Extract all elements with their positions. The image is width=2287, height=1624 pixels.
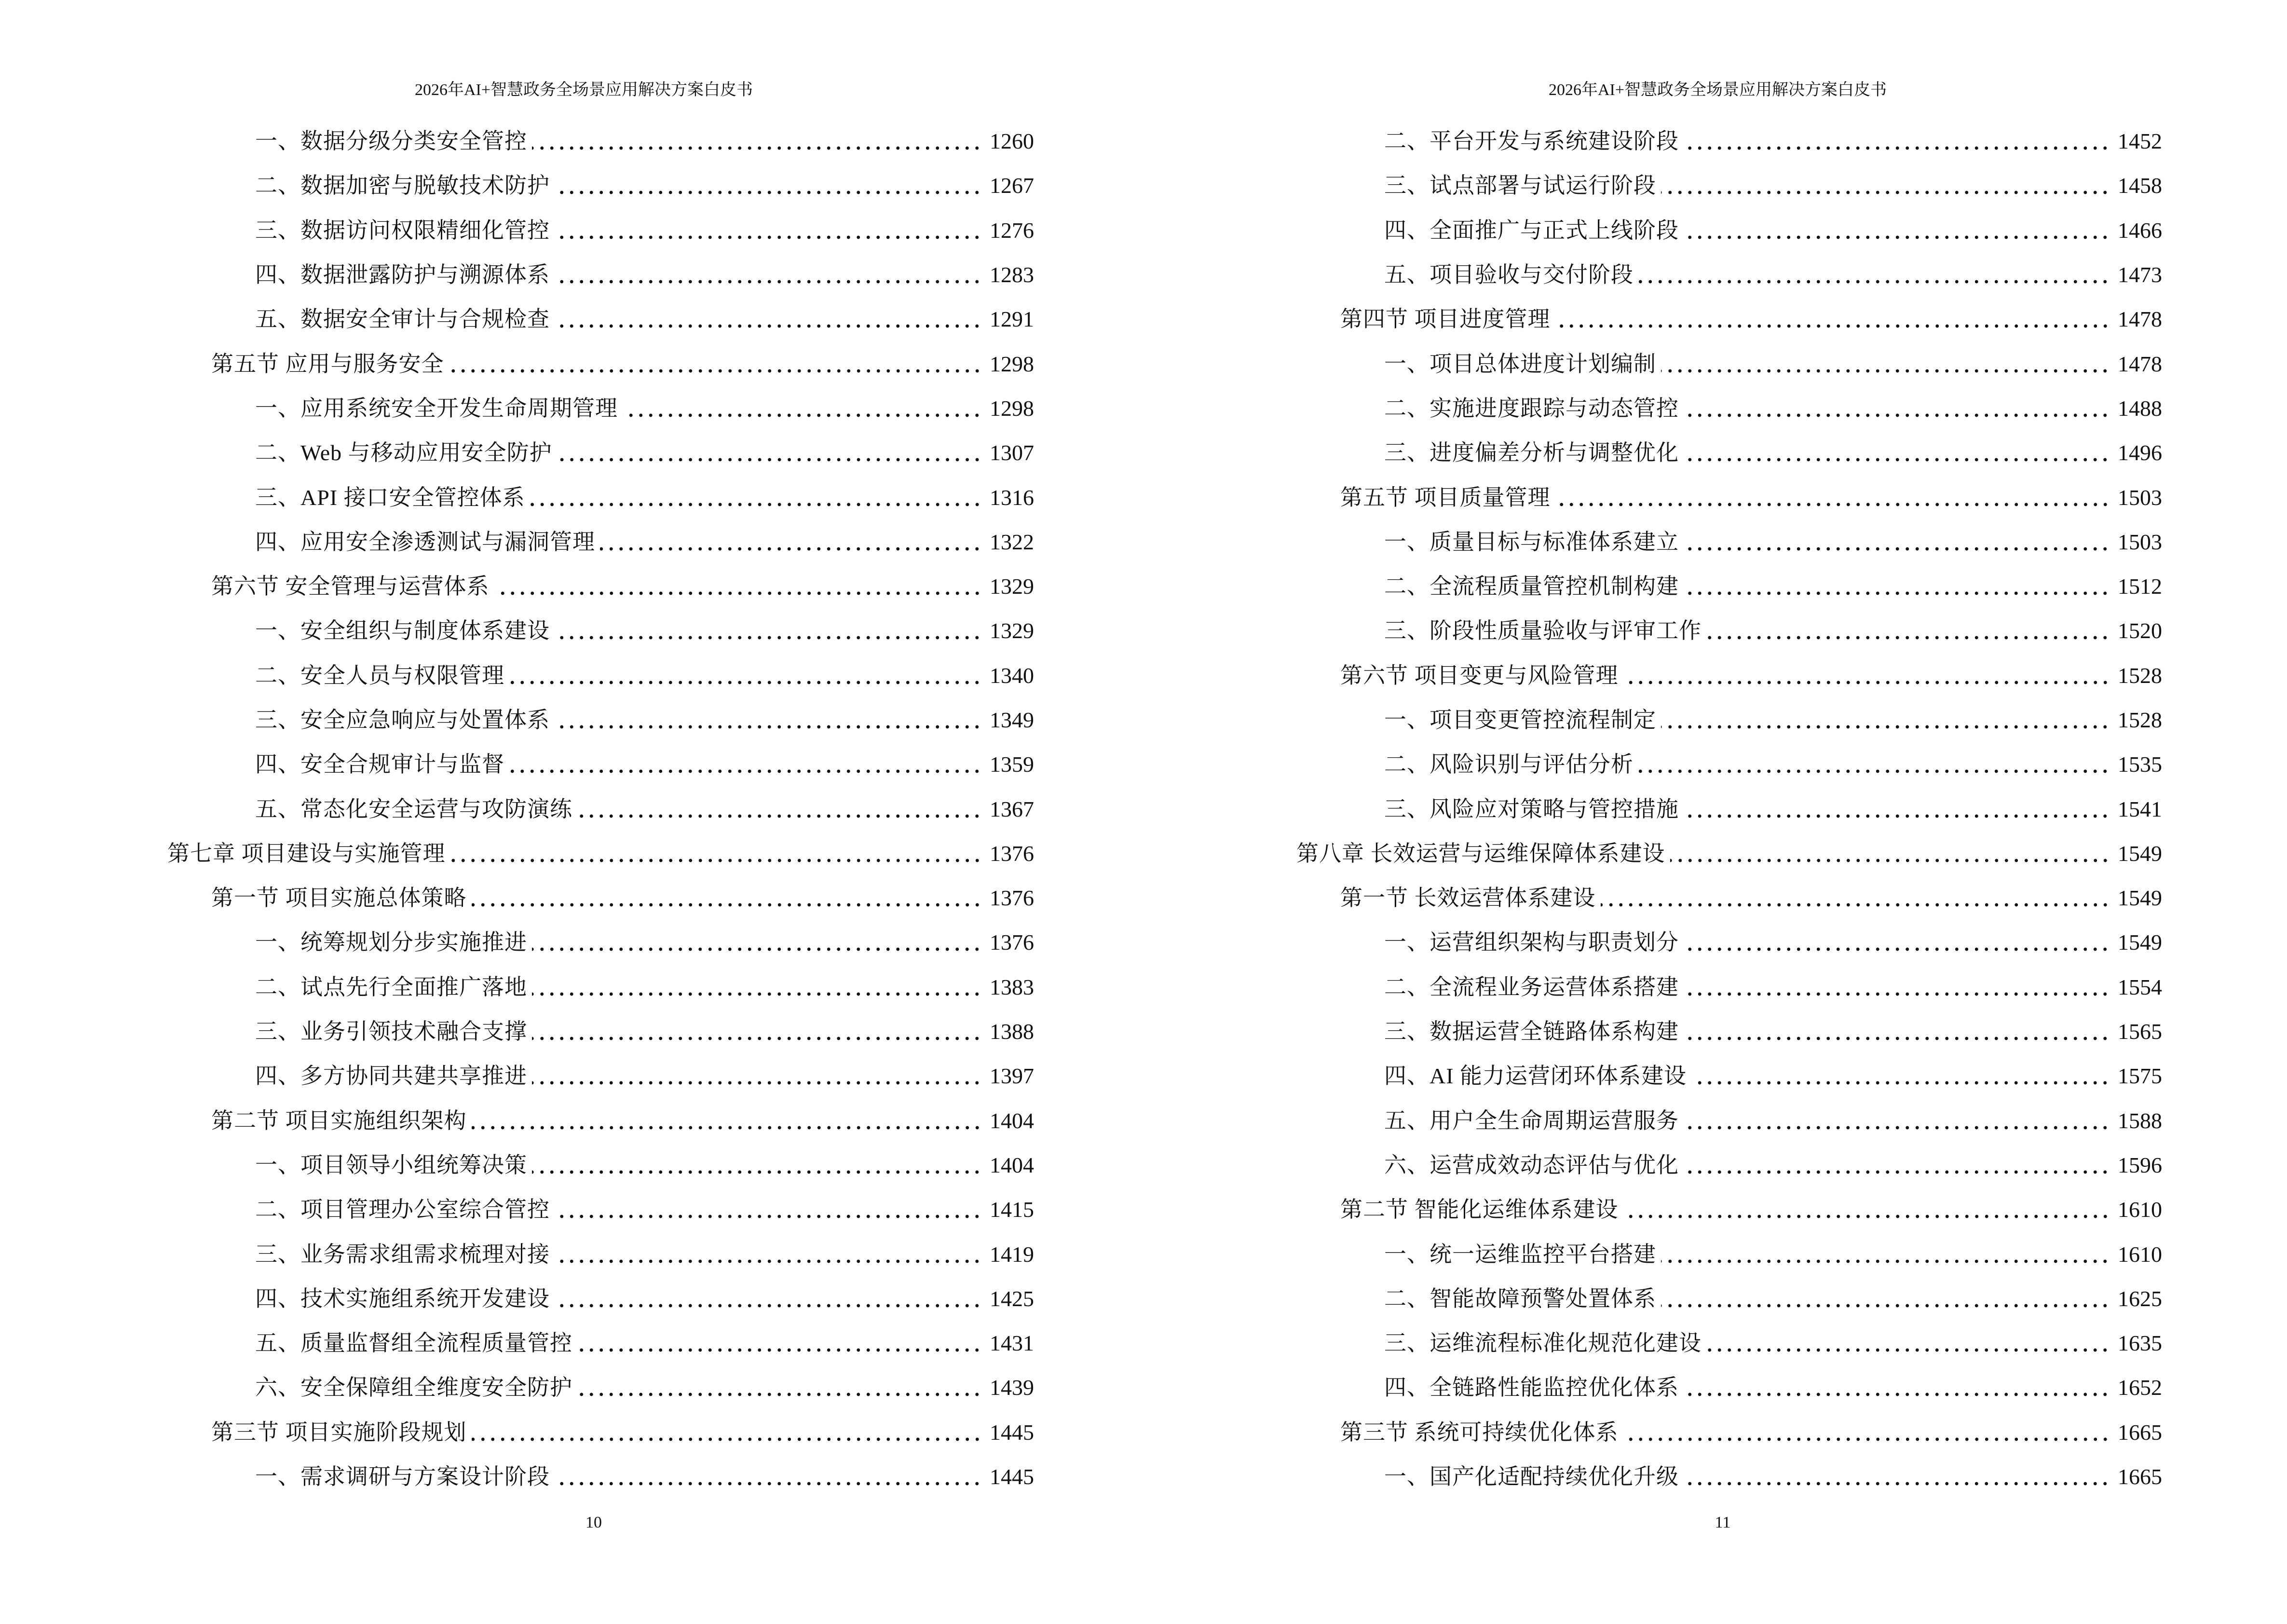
toc-entry-page-number: 1610 [2118,1197,2162,1222]
toc-entry-page-number: 1383 [990,974,1034,999]
dot-leader [1684,992,2110,996]
toc-entry-section[interactable] [167,1410,1034,1455]
toc-entry-page-number: 1404 [990,1152,1034,1177]
toc-entry-page-number: 1458 [2118,173,2162,198]
toc-entry-page-number: 1625 [2118,1286,2162,1311]
toc-entry-subsection[interactable] [167,1054,1034,1098]
toc-entry-title: 三、API 接口安全管控体系 [255,485,525,510]
dot-leader [555,190,982,195]
toc-entry-page-number: 1541 [2118,796,2162,821]
toc-entry-title: 一、项目变更管控流程制定 [1384,708,1656,732]
toc-entry-title: 四、AI 能力运营闭环体系建设 [1384,1064,1687,1089]
toc-entry-page-number: 1404 [990,1108,1034,1133]
dot-leader [1661,190,2110,195]
toc-entry-title: 二、全流程业务运营体系搭建 [1384,974,1679,999]
dot-leader [1623,1214,2110,1219]
toc-entry-page-number: 1397 [990,1064,1034,1089]
toc-entry-title: 第七章 项目建设与实施管理 [167,841,446,866]
toc-entry-page-number: 1665 [2118,1419,2162,1445]
toc-entry-page-number: 1652 [2118,1375,2162,1400]
toc-entry-subsection[interactable] [1296,431,2162,475]
dot-leader [530,502,982,507]
toc-entry-title: 一、统一运维监控平台搭建 [1384,1242,1656,1267]
toc-entry-subsection[interactable] [167,787,1034,831]
toc-entry-subsection[interactable] [1296,119,2162,164]
toc-entry-subsection[interactable] [1296,564,2162,609]
toc-entry-subsection[interactable] [1296,920,2162,965]
toc-entry-page-number: 1549 [2118,841,2162,866]
toc-entry-subsection[interactable] [1296,1054,2162,1098]
dot-leader [532,992,982,996]
dot-leader [1638,279,2110,284]
toc-entry-page-number: 1466 [2118,218,2162,243]
toc-entry-title: 五、项目验收与交付阶段 [1384,262,1634,287]
toc-entry-title: 第六节 安全管理与运营体系 [211,574,490,599]
toc-entry-page-number: 1512 [2118,574,2162,599]
toc-entry-title: 五、常态化安全运营与攻防演练 [255,796,572,821]
toc-entry-title: 三、风险应对策略与管控措施 [1384,796,1679,821]
toc-entry-title: 六、安全保障组全维度安全防护 [255,1375,572,1400]
toc-entry-title: 第一节 长效运营体系建设 [1340,886,1596,911]
toc-entry-section[interactable] [1296,654,2162,698]
toc-entry-title: 二、安全人员与权限管理 [255,663,504,688]
toc-entry-subsection[interactable] [1296,742,2162,787]
dot-leader [577,1392,982,1397]
toc-entry-page-number: 1549 [2118,886,2162,911]
toc-entry-title: 三、进度偏差分析与调整优化 [1384,440,1679,465]
toc-entry-page-number: 1425 [990,1286,1034,1311]
toc-entry-subsection[interactable] [1296,253,2162,297]
dot-leader [555,1303,982,1308]
toc-entry-page-number: 1349 [990,708,1034,732]
toc-entry-section[interactable] [167,341,1034,386]
toc-entry-page-number: 1419 [990,1242,1034,1267]
toc-entry-page-number: 1376 [990,886,1034,911]
toc-entry-page-number: 1291 [990,307,1034,332]
toc-entry-section[interactable] [167,876,1034,920]
toc-entry-subsection[interactable] [1296,1455,2162,1499]
toc-entry-title: 三、业务需求组需求梳理对接 [255,1242,550,1267]
toc-entry-section[interactable] [1296,876,2162,920]
toc-entry-title: 二、实施进度跟踪与动态管控 [1384,396,1679,421]
toc-entry-title: 一、需求调研与方案设计阶段 [255,1464,550,1489]
dot-leader [1661,1303,2110,1308]
toc-entry-title: 第三节 系统可持续优化体系 [1340,1419,1619,1445]
toc-entry-subsection[interactable] [167,386,1034,431]
toc-entry-title: 第五节 项目质量管理 [1340,485,1551,510]
toc-entry-title: 四、全面推广与正式上线阶段 [1384,218,1679,243]
page-number: 11 [1715,1514,1731,1531]
toc-entry-title: 五、用户全生命周期运营服务 [1384,1108,1679,1133]
dot-leader [1706,635,2110,640]
toc-entry-title: 四、应用安全渗透测试与漏洞管理 [255,529,595,554]
toc-entry-subsection[interactable] [1296,1099,2162,1143]
toc-entry-page-number: 1340 [990,663,1034,688]
toc-entry-page-number: 1528 [2118,663,2162,688]
toc-entry-title: 二、项目管理办公室综合管控 [255,1197,550,1222]
toc-entry-page-number: 1554 [2118,974,2162,999]
dot-leader [1684,1036,2110,1041]
toc-entry-title: 一、国产化适配持续优化升级 [1384,1464,1679,1489]
toc-entry-page-number: 1503 [2118,485,2162,510]
toc-entry-subsection[interactable] [167,475,1034,519]
toc-entry-subsection[interactable] [1296,520,2162,564]
toc-entry-chapter[interactable] [1296,832,2162,876]
toc-entry-title: 三、安全应急响应与处置体系 [255,708,550,732]
dot-leader [1684,947,2110,952]
dot-leader [472,1125,982,1130]
dot-leader [532,1170,982,1174]
toc-entry-subsection[interactable] [1296,208,2162,253]
toc-entry-subsection[interactable] [1296,1321,2162,1365]
toc-entry-title: 三、业务引领技术融合支撑 [255,1019,527,1044]
dot-leader [1623,1437,2110,1442]
toc-entry-title: 四、多方协同共建共享推进 [255,1064,527,1089]
toc-entry-page-number: 1431 [990,1331,1034,1356]
toc-entry-title: 第三节 项目实施阶段规划 [211,1419,467,1445]
toc-entry-page-number: 1376 [990,841,1034,866]
toc-entry-title: 三、试点部署与试运行阶段 [1384,173,1656,198]
toc-entry-subsection[interactable] [1296,164,2162,208]
toc-entry-title: 六、运营成效动态评估与优化 [1384,1152,1679,1177]
running-header: 2026年AI+智慧政务全场景应用解决方案白皮书 [1549,81,1887,99]
toc-entry-page-number: 1322 [990,529,1034,554]
toc-entry-page-number: 1276 [990,218,1034,243]
toc-entry-title: 三、运维流程标准化规范化建设 [1384,1331,1702,1356]
toc-entry-page-number: 1528 [2118,708,2162,732]
table-of-contents [1296,119,2162,1499]
toc-entry-page-number: 1316 [990,485,1034,510]
toc-entry-subsection[interactable] [167,297,1034,341]
dot-leader [1555,502,2110,507]
toc-entry-page-number: 1496 [2118,440,2162,465]
dot-leader [532,947,982,952]
toc-entry-page-number: 1376 [990,930,1034,955]
dot-leader [1555,324,2110,328]
toc-entry-title: 二、试点先行全面推广落地 [255,974,527,999]
toc-entry-page-number: 1415 [990,1197,1034,1222]
toc-entry-title: 一、应用系统安全开发生命周期管理 [255,396,618,421]
toc-entry-page-number: 1267 [990,173,1034,198]
toc-entry-title: 二、Web 与移动应用安全防护 [255,440,552,465]
dot-leader [532,1080,982,1085]
toc-entry-page-number: 1478 [2118,307,2162,332]
toc-entry-page-number: 1452 [2118,129,2162,154]
toc-entry-title: 一、统筹规划分步实施推进 [255,930,527,955]
dot-leader [1684,591,2110,596]
toc-entry-title: 五、质量监督组全流程质量管控 [255,1331,572,1356]
toc-entry-title: 第八章 长效运营与运维保障体系建设 [1296,841,1665,866]
dot-leader [1670,858,2110,863]
toc-entry-title: 一、数据分级分类安全管控 [255,129,527,154]
dot-leader [555,1259,982,1264]
toc-entry-title: 二、智能故障预警处置体系 [1384,1286,1656,1311]
toc-entry-page-number: 1359 [990,752,1034,777]
toc-entry-subsection[interactable] [167,609,1034,653]
dot-leader [1684,413,2110,418]
toc-entry-subsection[interactable] [167,1010,1034,1054]
dot-leader [1661,724,2110,729]
toc-entry-subsection[interactable] [167,431,1034,475]
dot-leader [1684,1125,2110,1130]
toc-entry-section[interactable] [1296,475,2162,519]
toc-entry-subsection[interactable] [167,1455,1034,1499]
toc-entry-page-number: 1445 [990,1419,1034,1445]
dot-leader [557,457,982,462]
toc-entry-section[interactable] [167,564,1034,609]
toc-entry-subsection[interactable] [167,253,1034,297]
running-header: 2026年AI+智慧政务全场景应用解决方案白皮书 [415,81,753,99]
toc-entry-title: 一、项目领导小组统筹决策 [255,1152,527,1177]
dot-leader [1623,680,2110,685]
dot-leader [577,814,982,819]
toc-entry-page-number: 1520 [2118,618,2162,643]
dot-leader [532,1036,982,1041]
table-of-contents [167,119,1034,1499]
toc-entry-subsection[interactable] [167,119,1034,164]
toc-entry-title: 一、运营组织架构与职责划分 [1384,930,1679,955]
dot-leader [1684,1170,2110,1174]
toc-entry-subsection[interactable] [1296,1143,2162,1187]
toc-entry-subsection[interactable] [1296,386,2162,431]
toc-entry-subsection[interactable] [167,1143,1034,1187]
toc-entry-title: 四、技术实施组系统开发建设 [255,1286,550,1311]
toc-entry-page-number: 1575 [2118,1064,2162,1089]
toc-entry-page-number: 1635 [2118,1331,2162,1356]
toc-entry-subsection[interactable] [167,1232,1034,1276]
toc-entry-subsection[interactable] [167,1187,1034,1232]
toc-entry-subsection[interactable] [1296,965,2162,1010]
toc-entry-page-number: 1388 [990,1019,1034,1044]
dot-leader [1684,1481,2110,1486]
dot-leader [1684,1392,2110,1397]
toc-entry-page-number: 1503 [2118,529,2162,554]
toc-entry-title: 一、安全组织与制度体系建设 [255,618,550,643]
dot-leader [555,235,982,240]
toc-entry-section[interactable] [1296,297,2162,341]
toc-entry-title: 第二节 智能化运维体系建设 [1340,1197,1619,1222]
toc-entry-subsection[interactable] [1296,698,2162,742]
toc-entry-page-number: 1439 [990,1375,1034,1400]
dot-leader [472,902,982,907]
dot-leader [1706,1348,2110,1352]
dot-leader [1684,814,2110,819]
toc-entry-subsection[interactable] [167,654,1034,698]
toc-entry-page-number: 1478 [2118,351,2162,376]
toc-entry-page-number: 1549 [2118,930,2162,955]
toc-entry-subsection[interactable] [167,965,1034,1010]
toc-entry-title: 一、项目总体进度计划编制 [1384,351,1656,376]
dot-leader [1684,457,2110,462]
toc-entry-subsection[interactable] [167,208,1034,253]
toc-entry-section[interactable] [1296,1187,2162,1232]
dot-leader [555,1214,982,1219]
toc-entry-subsection[interactable] [1296,787,2162,831]
toc-entry-title: 三、阶段性质量验收与评审工作 [1384,618,1702,643]
document-page-right [1144,0,2287,1624]
dot-leader [1684,146,2110,150]
toc-entry-title: 第六节 项目变更与风险管理 [1340,663,1619,688]
toc-entry-title: 三、数据访问权限精细化管控 [255,218,550,243]
toc-entry-page-number: 1329 [990,574,1034,599]
dot-leader [555,635,982,640]
dot-leader [449,368,982,373]
dot-leader [577,1348,982,1352]
toc-entry-title: 五、数据安全审计与合规检查 [255,307,550,332]
dot-leader [472,1437,982,1442]
toc-entry-page-number: 1307 [990,440,1034,465]
toc-entry-title: 第四节 项目进度管理 [1340,307,1551,332]
toc-entry-title: 第五节 应用与服务安全 [211,351,444,376]
toc-entry-title: 三、数据运营全链路体系构建 [1384,1019,1679,1044]
toc-entry-page-number: 1260 [990,129,1034,154]
dot-leader [555,279,982,284]
toc-entry-page-number: 1445 [990,1464,1034,1489]
toc-entry-page-number: 1588 [2118,1108,2162,1133]
toc-entry-subsection[interactable] [1296,1277,2162,1321]
toc-entry-subsection[interactable] [167,164,1034,208]
toc-entry-page-number: 1535 [2118,752,2162,777]
toc-entry-subsection[interactable] [167,1365,1034,1410]
dot-leader [1638,769,2110,774]
toc-entry-subsection[interactable] [167,742,1034,787]
toc-entry-title: 二、数据加密与脱敏技术防护 [255,173,550,198]
toc-entry-subsection[interactable] [167,520,1034,564]
toc-entry-subsection[interactable] [167,1277,1034,1321]
toc-entry-page-number: 1610 [2118,1242,2162,1267]
toc-entry-page-number: 1565 [2118,1019,2162,1044]
toc-entry-title: 四、数据泄露防护与溯源体系 [255,262,550,287]
toc-entry-title: 二、平台开发与系统建设阶段 [1384,129,1679,154]
toc-entry-title: 四、安全合规审计与监督 [255,752,504,777]
toc-entry-section[interactable] [1296,1410,2162,1455]
toc-entry-title: 一、质量目标与标准体系建立 [1384,529,1679,554]
dot-leader [1601,902,2110,907]
toc-entry-page-number: 1473 [2118,262,2162,287]
dot-leader [532,146,982,150]
dot-leader [1684,546,2110,551]
dot-leader [1691,1080,2110,1085]
toc-entry-title: 四、全链路性能监控优化体系 [1384,1375,1679,1400]
toc-entry-title: 第二节 项目实施组织架构 [211,1108,467,1133]
toc-entry-subsection[interactable] [167,698,1034,742]
toc-entry-subsection[interactable] [1296,1232,2162,1276]
dot-leader [555,324,982,328]
dot-leader [623,413,982,418]
toc-entry-page-number: 1367 [990,796,1034,821]
toc-entry-title: 二、风险识别与评估分析 [1384,752,1634,777]
toc-entry-subsection[interactable] [1296,341,2162,386]
page-number: 10 [585,1514,602,1531]
toc-entry-title: 第一节 项目实施总体策略 [211,886,467,911]
toc-entry-page-number: 1298 [990,396,1034,421]
toc-entry-subsection[interactable] [1296,1365,2162,1410]
dot-leader [600,546,982,551]
toc-entry-page-number: 1665 [2118,1464,2162,1489]
toc-entry-page-number: 1488 [2118,396,2162,421]
toc-entry-page-number: 1283 [990,262,1034,287]
toc-entry-subsection[interactable] [1296,1010,2162,1054]
dot-leader [555,1481,982,1486]
toc-entry-subsection[interactable] [167,1321,1034,1365]
toc-entry-subsection[interactable] [1296,609,2162,653]
toc-entry-page-number: 1596 [2118,1152,2162,1177]
toc-entry-chapter[interactable] [167,832,1034,876]
toc-entry-section[interactable] [167,1099,1034,1143]
dot-leader [450,858,982,863]
toc-entry-page-number: 1329 [990,618,1034,643]
dot-leader [555,724,982,729]
toc-entry-page-number: 1298 [990,351,1034,376]
dot-leader [1661,368,2110,373]
dot-leader [1684,235,2110,240]
dot-leader [509,680,982,685]
dot-leader [1661,1259,2110,1264]
toc-entry-subsection[interactable] [167,920,1034,965]
toc-entry-title: 二、全流程质量管控机制构建 [1384,574,1679,599]
dot-leader [494,591,982,596]
dot-leader [509,769,982,774]
